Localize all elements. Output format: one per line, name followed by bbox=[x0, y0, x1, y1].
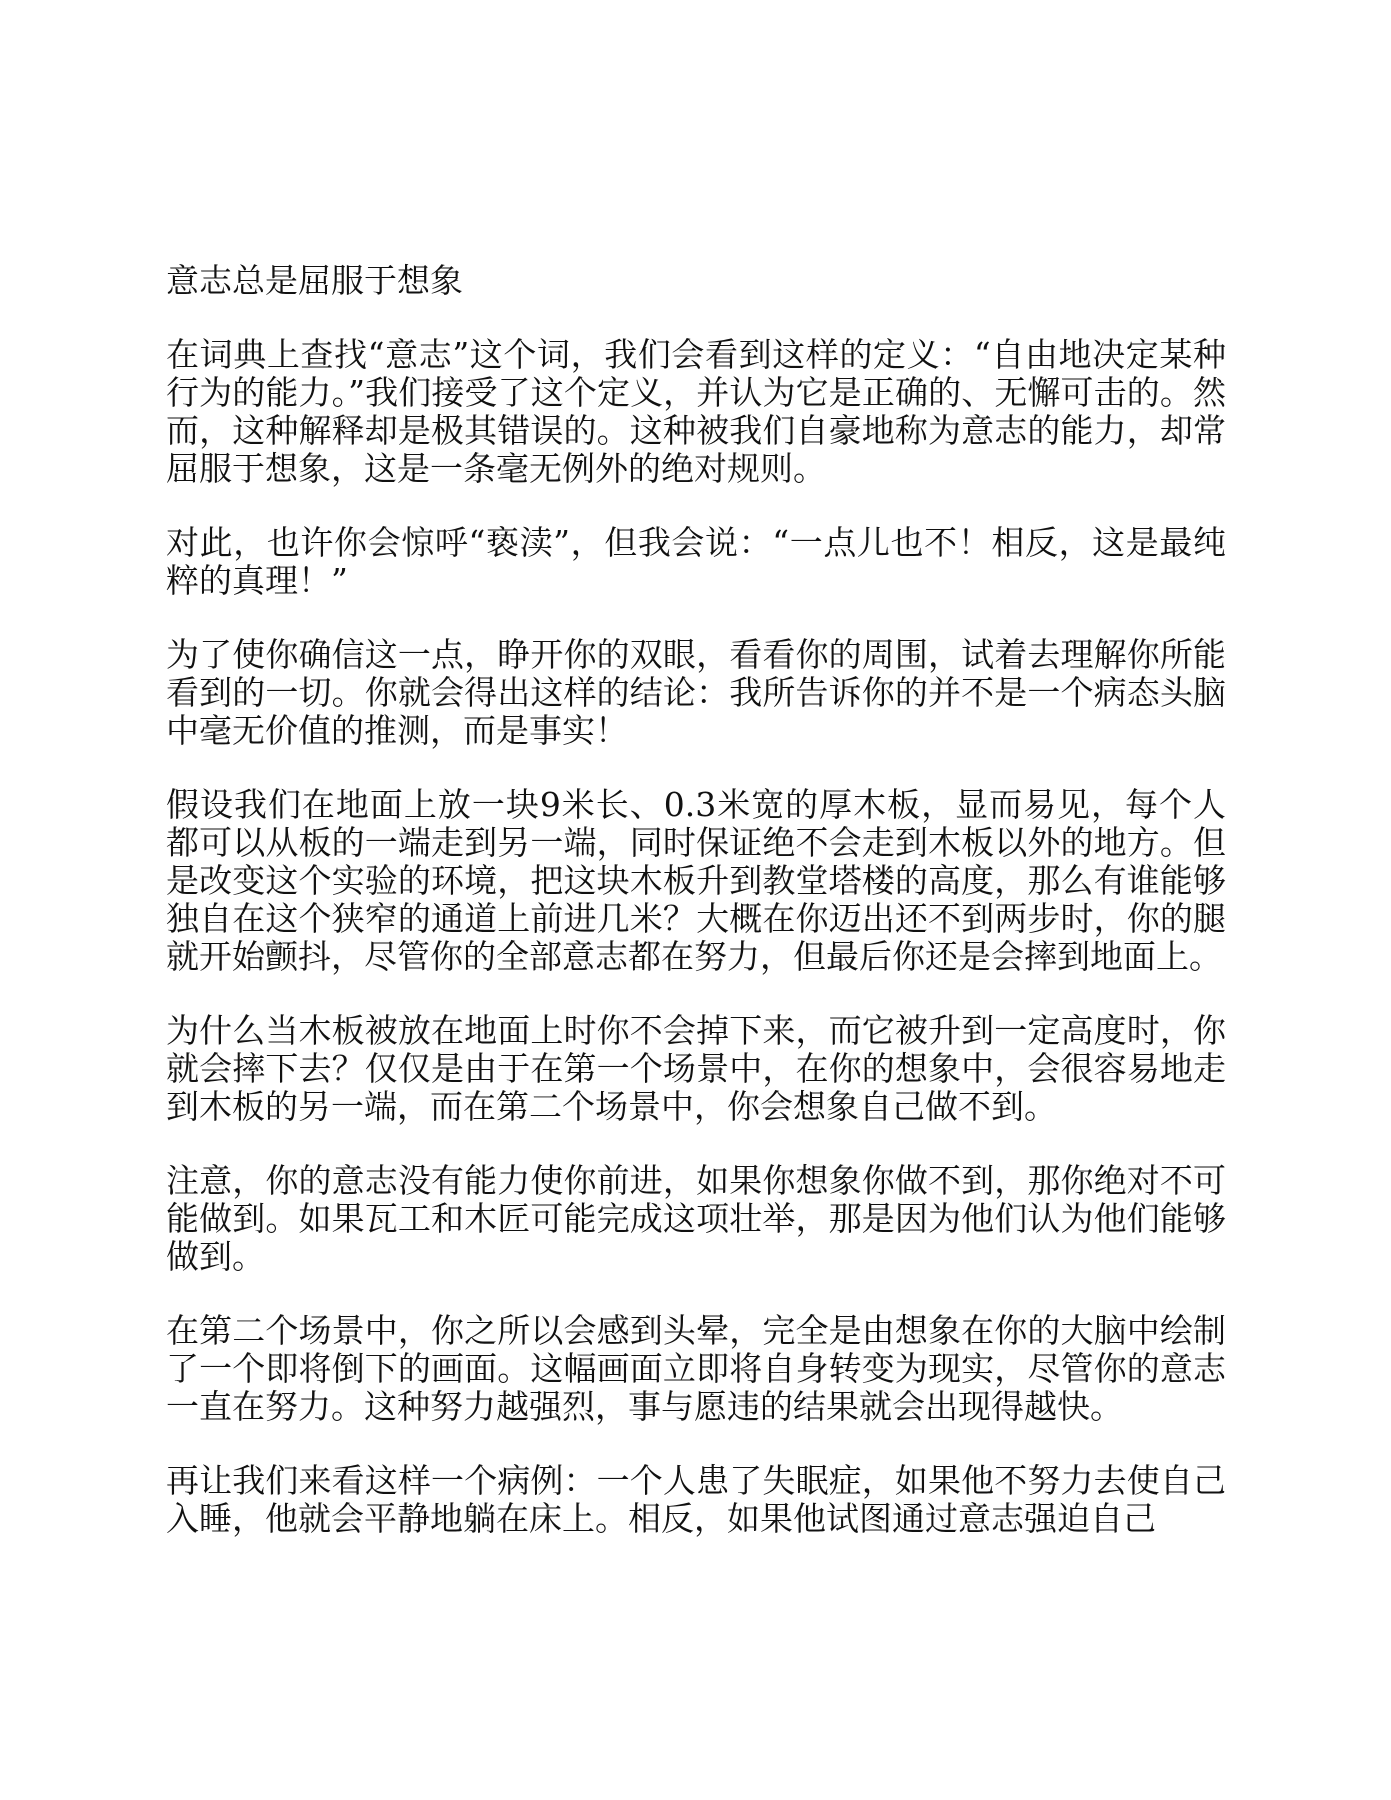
paragraph-3: 为了使你确信这一点，睁开你的双眼，看看你的周围，试着去理解你所能看到的一切。你就会得出这样的结论：我所告诉你的并不是一个病态头脑中毫无价值的推测，而是事实！ bbox=[166, 635, 1226, 750]
paragraph-5: 为什么当木板被放在地面上时你不会掉下来，而它被升到一定高度时，你就会摔下去？仅仅是由于在第一个场景中，在你的想象中，会很容易地走到木板的另一端，而在第二个场景中，你会想象自己做不到。 bbox=[166, 1011, 1226, 1126]
paragraph-2: 对此，也许你会惊呼“亵渎”，但我会说：“一点儿也不！相反，这是最纯粹的真理！” bbox=[166, 523, 1226, 600]
paragraph-6: 注意，你的意志没有能力使你前进，如果你想象你做不到，那你绝对不可能做到。如果瓦工和木匠可能完成这项壮举，那是因为他们认为他们能够做到。 bbox=[166, 1161, 1226, 1276]
paragraph-7: 在第二个场景中，你之所以会感到头晕，完全是由想象在你的大脑中绘制了一个即将倒下的画面。这幅画面立即将自身转变为现实，尽管你的意志一直在努力。这种努力越强烈，事与愿违的结果就会出现得越快。 bbox=[166, 1311, 1226, 1426]
document-title: 意志总是屈服于想象 bbox=[166, 261, 463, 300]
paragraph-1: 在词典上查找“意志”这个词，我们会看到这样的定义：“自由地决定某种行为的能力。”我们接受了这个定义，并认为它是正确的、无懈可击的。然而，这种解释却是极其错误的。这种被我们自豪地称为意志的能力，却常屈服于想象，这是一条毫无例外的绝对规则。 bbox=[166, 335, 1226, 488]
paragraph-4: 假设我们在地面上放一块9米长、0.3米宽的厚木板，显而易见，每个人都可以从板的一端走到另一端，同时保证绝不会走到木板以外的地方。但是改变这个实验的环境，把这块木板升到教堂塔楼的高度，那么有谁能够独自在这个狭窄的通道上前进几米？大概在你迈出还不到两步时，你的腿就开始颤抖，尽管你的全部意志都在努力，但最后你还是会摔到地面上。 bbox=[166, 785, 1226, 976]
paragraph-8: 再让我们来看这样一个病例：一个人患了失眠症，如果他不努力去使自己入睡，他就会平静地躺在床上。相反，如果他试图通过意志强迫自己 bbox=[166, 1461, 1226, 1538]
document-body bbox=[166, 262, 1226, 1574]
